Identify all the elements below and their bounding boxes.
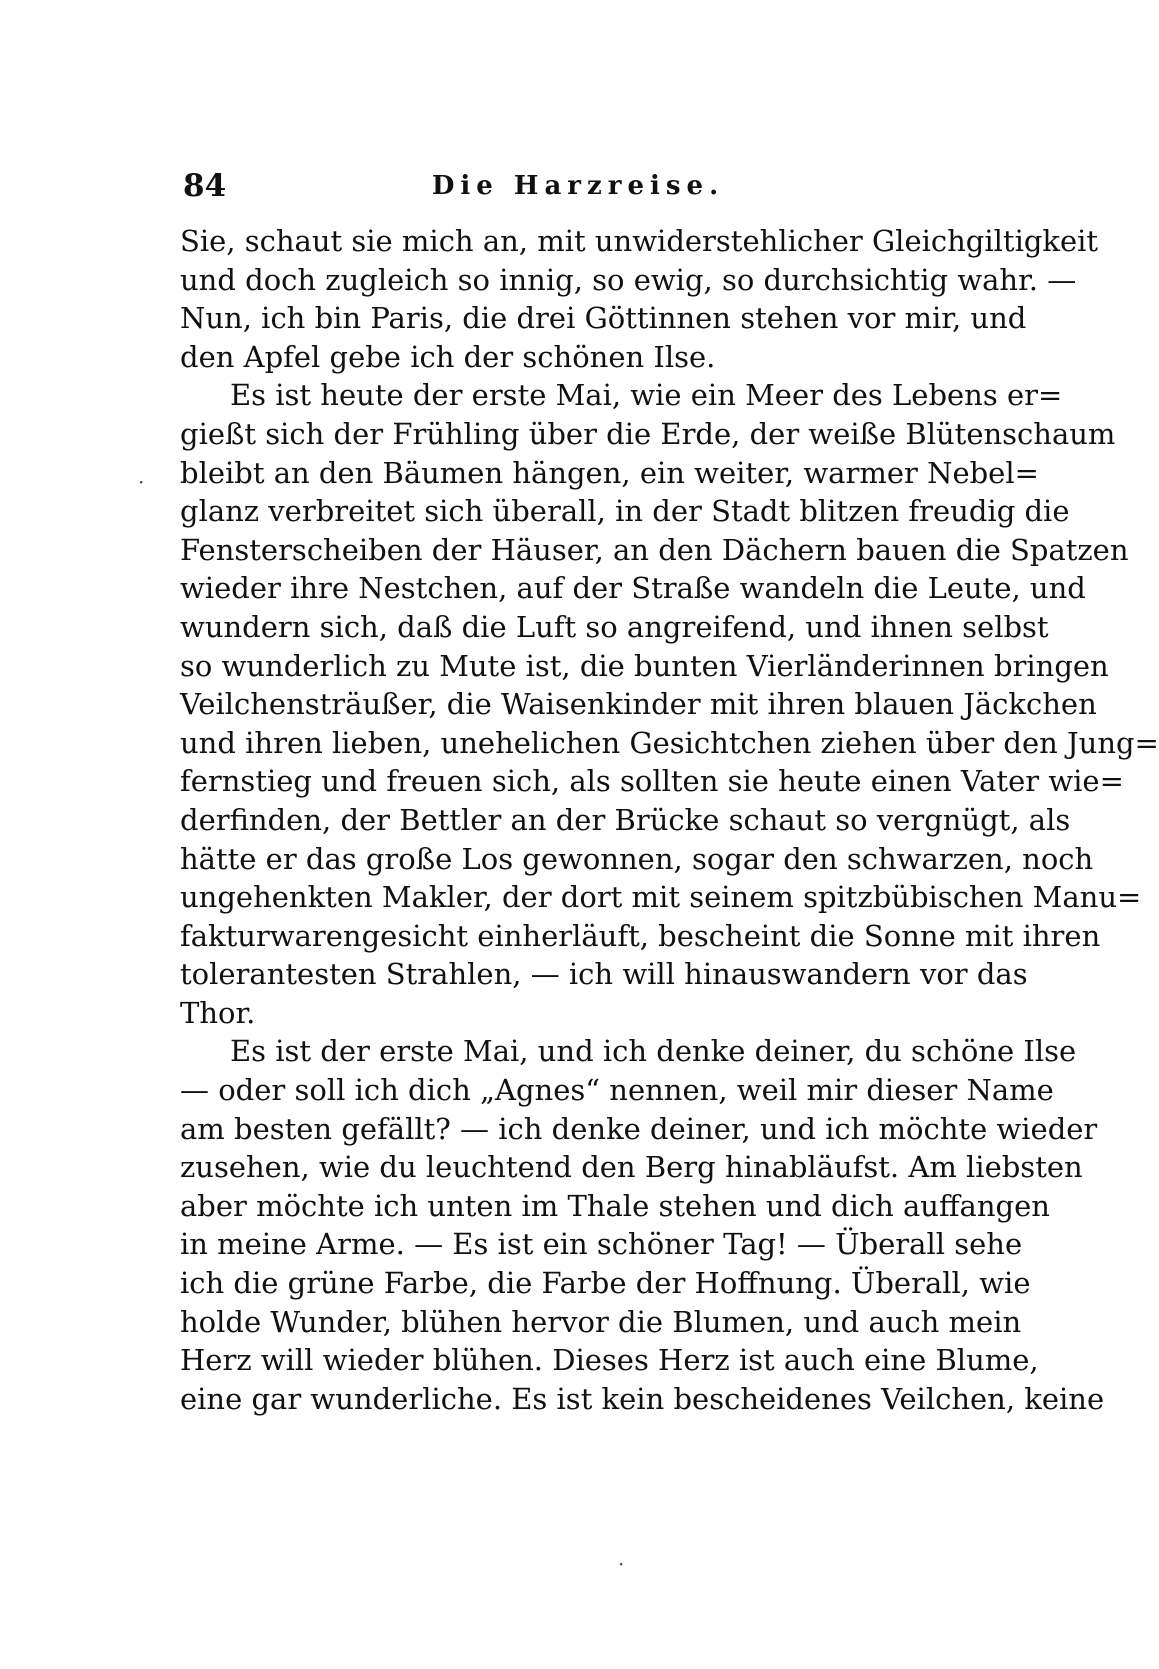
running-head: [183, 162, 1013, 210]
ink-speck: ·: [618, 1552, 625, 1576]
text-line: Thor.: [180, 995, 256, 1030]
text-line: wieder ihre Nestchen, auf der Straße wandeln die Leute, und: [180, 571, 1086, 606]
text-line: holde Wunder, blühen hervor die Blumen, und auch mein: [180, 1304, 1022, 1339]
text-line: Fensterscheiben der Häuser, an den Dächern bauen die Spatzen: [180, 532, 1129, 567]
text-line: zusehen, wie du leuchtend den Berg hinabläufst. Am liebsten: [180, 1150, 1083, 1185]
text-line: in meine Arme. — Es ist ein schöner Tag! — Überall sehe: [180, 1227, 1023, 1262]
text-line: Sie, schaut sie mich an, mit unwiderstehlicher Gleichgiltigkeit: [180, 224, 1099, 258]
page-number: 84: [183, 168, 227, 204]
text-line: Es ist heute der erste Mai, wie ein Meer des Lebens er=: [230, 378, 1063, 413]
text-line: Herz will wieder blühen. Dieses Herz ist auch eine Blume,: [180, 1343, 1039, 1378]
body-text: [180, 222, 1159, 1418]
text-line: eine gar wunderliche. Es ist kein bescheidenes Veilchen, keine: [180, 1381, 1105, 1416]
text-line: bleibt an den Bäumen hängen, ein weiter, warmer Nebel=: [180, 455, 1039, 490]
text-line: und doch zugleich so innig, so ewig, so durchsichtig wahr. —: [180, 262, 1077, 297]
text-line: ich die grüne Farbe, die Farbe der Hoffnung. Überall, wie: [180, 1266, 1031, 1301]
text-line: glanz verbreitet sich überall, in der Stadt blitzen freudig die: [180, 494, 1070, 529]
text-line: fakturwarengesicht einherläuft, bescheint die Sonne mit ihren: [180, 918, 1101, 953]
text-line: fernstieg und freuen sich, als sollten sie heute einen Vater wie=: [180, 764, 1124, 799]
text-line: — oder soll ich dich „Agnes“ nennen, weil mir dieser Name: [180, 1073, 1054, 1108]
text-line: so wunderlich zu Mute ist, die bunten Vierländerinnen bringen: [180, 648, 1109, 683]
text-line: und ihren lieben, unehelichen Gesichtchen ziehen über den Jung=: [180, 725, 1159, 760]
text-line: tolerantesten Strahlen, — ich will hinauswandern vor das: [180, 957, 1028, 992]
text-line: Veilchensträußer, die Waisenkinder mit ihren blauen Jäckchen: [180, 687, 1097, 722]
running-title: Die Harzreise.: [431, 171, 725, 201]
text-line: wundern sich, daß die Luft so angreifend, und ihnen selbst: [180, 609, 1049, 644]
text-line: am besten gefällt? — ich denke deiner, und ich möchte wieder: [180, 1111, 1098, 1146]
text-line: ungehenkten Makler, der dort mit seinem spitzbübischen Manu=: [180, 880, 1142, 915]
text-line: Es ist der erste Mai, und ich denke deiner, du schöne Ilse: [230, 1034, 1077, 1069]
text-line: gießt sich der Frühling über die Erde, der weiße Blütenschaum: [180, 416, 1116, 451]
text-line: aber möchte ich unten im Thale stehen und dich auffangen: [180, 1188, 1050, 1223]
text-line: hätte er das große Los gewonnen, sogar den schwarzen, noch: [180, 841, 1094, 876]
text-line: den Apfel gebe ich der schönen Ilse.: [180, 339, 716, 374]
text-line: Nun, ich bin Paris, die drei Göttinnen stehen vor mir, und: [180, 301, 1027, 336]
text-line: derfinden, der Bettler an der Brücke schaut so vergnügt, als: [180, 802, 1071, 837]
ink-speck: ·: [138, 470, 145, 494]
